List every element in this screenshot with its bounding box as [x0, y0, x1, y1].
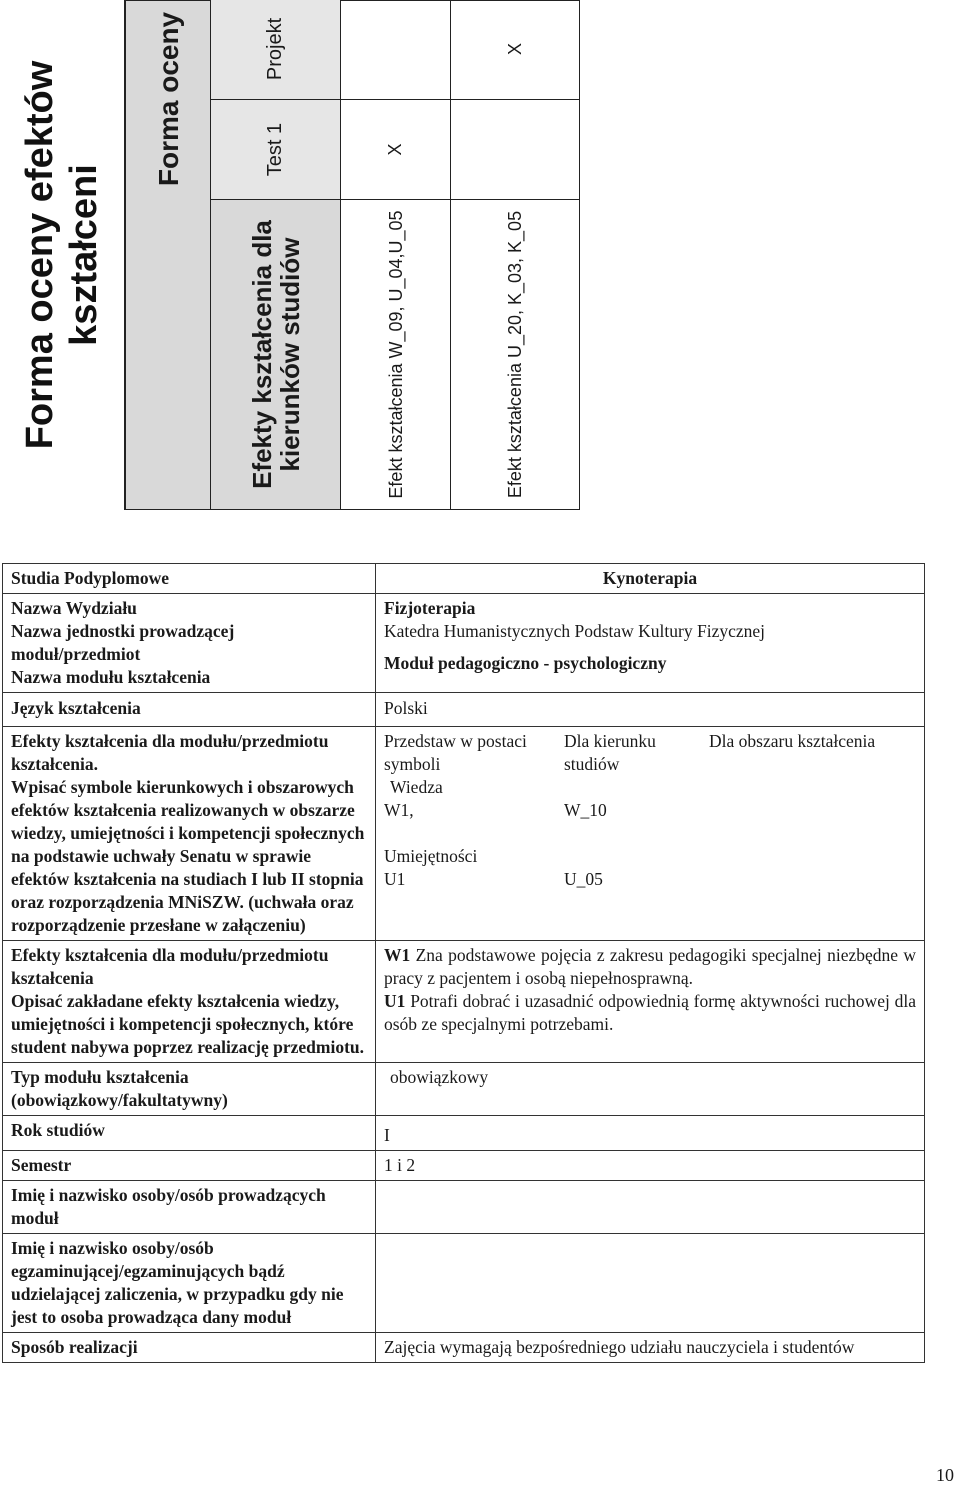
faculty-value: Fizjoterapia	[384, 598, 476, 618]
effects-symbols-label-rest: Wpisać symbole kierunkowych i obszarowych efektów kształcenia realizowanych w obszarze wiedzy, umiejętności i kompetencji społecznych na podstawie uchwały Senatu w sprawie efektów kształcenia na studiach I lub II stopnia oraz rozporządzenia MNiSZW. (uchwała oraz rozporządzenie przesłane w załączeniu)	[11, 777, 365, 935]
module-name-value: Moduł pedagogiczno - psychologiczny	[384, 653, 667, 673]
effects-symbols-label	[3, 727, 376, 941]
module-description-table	[2, 563, 925, 1363]
semester-label: Semestr	[3, 1151, 376, 1181]
faculty-values	[376, 594, 925, 693]
assessment-row-label: Efekt kształcenia W_09, U_04,U_05	[341, 199, 450, 509]
effects-description-label	[3, 941, 376, 1063]
assessment-form-table	[0, 0, 580, 510]
unit-value: Katedra Humanistycznych Podstaw Kultury Fizycznej	[384, 621, 766, 641]
table-row	[3, 1234, 925, 1333]
table-row	[3, 594, 925, 693]
knowledge-symbol: W1,	[384, 800, 414, 820]
effects-header	[126, 199, 211, 509]
faculty-label-text: Nazwa Wydziału	[11, 598, 137, 618]
knowledge-row	[384, 776, 916, 822]
col-project: Projekt	[211, 0, 340, 99]
effects-columns-header	[384, 730, 916, 776]
study-type: Studia Podyplomowe	[3, 564, 376, 594]
assessment-row-project-mark: X	[504, 43, 525, 56]
u1-effect	[384, 990, 916, 1036]
form-header: Forma oceny	[152, 11, 184, 187]
skills-row	[384, 845, 916, 891]
year-value: I	[376, 1116, 925, 1151]
table-row	[3, 1116, 925, 1151]
knowledge-direction: W_10	[564, 800, 607, 820]
module-type-value: obowiązkowy	[376, 1063, 925, 1116]
table-row	[3, 1151, 925, 1181]
page-number: 10	[936, 1465, 954, 1485]
language-label: Język kształcenia	[3, 693, 376, 727]
col-test-1: Test 1	[211, 99, 340, 199]
w1-text: Zna podstawowe pojęcia z zakresu pedagogiki specjalnej niezbędne w pracy z pacjentem i osobą niepełnosprawną.	[384, 945, 917, 988]
faculty-label	[3, 594, 376, 693]
effects-desc-label-rest: Opisać zakładane efekty kształcenia wiedzy, umiejętności i kompetencji społecznych, które student nabywa poprzez realizację przedmiotu.	[11, 991, 365, 1057]
assessment-row-project-mark	[341, 0, 450, 99]
effects-for-directions-label: Efekty kształcenia dla kierunków studiów	[211, 199, 340, 509]
method-label: Sposób realizacji	[3, 1333, 376, 1363]
knowledge-cell	[384, 776, 564, 822]
instructors-value	[376, 1181, 925, 1234]
table-row	[3, 1333, 925, 1363]
table-row	[3, 693, 925, 727]
skills-cell	[384, 845, 564, 891]
year-label: Rok studiów	[3, 1116, 376, 1151]
table-row	[3, 564, 925, 594]
module-type-label: Typ modułu kształcenia (obowiązkowy/fakultatywny)	[3, 1063, 376, 1116]
assessment-row	[340, 0, 450, 509]
semester-value: 1 i 2	[376, 1151, 925, 1181]
knowledge-label: Wiedza	[390, 777, 443, 797]
language-value: Polski	[376, 693, 925, 727]
col-direction: Dla kierunku studiów	[564, 731, 656, 774]
skills-symbol: U1	[384, 869, 406, 889]
assessment-row-label: Efekt kształcenia U_20, K_03, K_05	[451, 199, 579, 509]
assessment-row	[450, 0, 579, 509]
col-symbols: Przedstaw w postaci symboli	[384, 731, 527, 774]
assessment-row-test-mark	[451, 99, 579, 199]
table-row	[3, 1181, 925, 1234]
assessment-header-row	[125, 0, 210, 510]
course-name: Kynoterapia	[376, 564, 925, 594]
u1-text: Potrafi dobrać i uzasadnić odpowiednią formę aktywności ruchowej dla osób ze specjalnymi potrzebami.	[384, 991, 916, 1034]
examiners-value	[376, 1234, 925, 1333]
table-row	[3, 941, 925, 1063]
method-value: Zajęcia wymagają bezpośredniego udziału nauczyciela i studentów	[376, 1333, 925, 1363]
table-row	[3, 727, 925, 941]
effects-symbols-label-bold: Efekty kształcenia dla modułu/przedmiotu kształcenia.	[11, 731, 329, 774]
effects-description-value	[376, 941, 925, 1063]
unit-label-text: Nazwa jednostki prowadzącej moduł/przedmiot	[11, 621, 235, 664]
table-row	[3, 1063, 925, 1116]
assessment-form-title: Forma oceny efektów kształceni	[0, 0, 125, 510]
col-area: Dla obszaru kształcenia	[709, 731, 876, 751]
assessment-body	[210, 0, 580, 510]
effects-desc-label-bold: Efekty kształcenia dla modułu/przedmiotu kształcenia	[11, 945, 329, 988]
skills-direction: U_05	[564, 869, 603, 889]
assessment-form-table-rotated	[0, 0, 580, 510]
u1-code: U1	[384, 991, 406, 1011]
examiners-label: Imię i nazwisko osoby/osób egzaminującej/egzaminujących bądź udzielającej zaliczenia, w przypadku gdy nie jest to osoba prowadząca dany moduł	[3, 1234, 376, 1333]
instructors-label: Imię i nazwisko osoby/osób prowadzących moduł	[3, 1181, 376, 1234]
module-name-label-text: Nazwa modułu kształcenia	[11, 667, 211, 687]
skills-label: Umiejętności	[384, 846, 478, 866]
effects-symbols-values	[376, 727, 925, 941]
assessment-row-test-mark: X	[341, 99, 450, 199]
w1-effect	[384, 944, 916, 990]
w1-code: W1	[384, 945, 411, 965]
